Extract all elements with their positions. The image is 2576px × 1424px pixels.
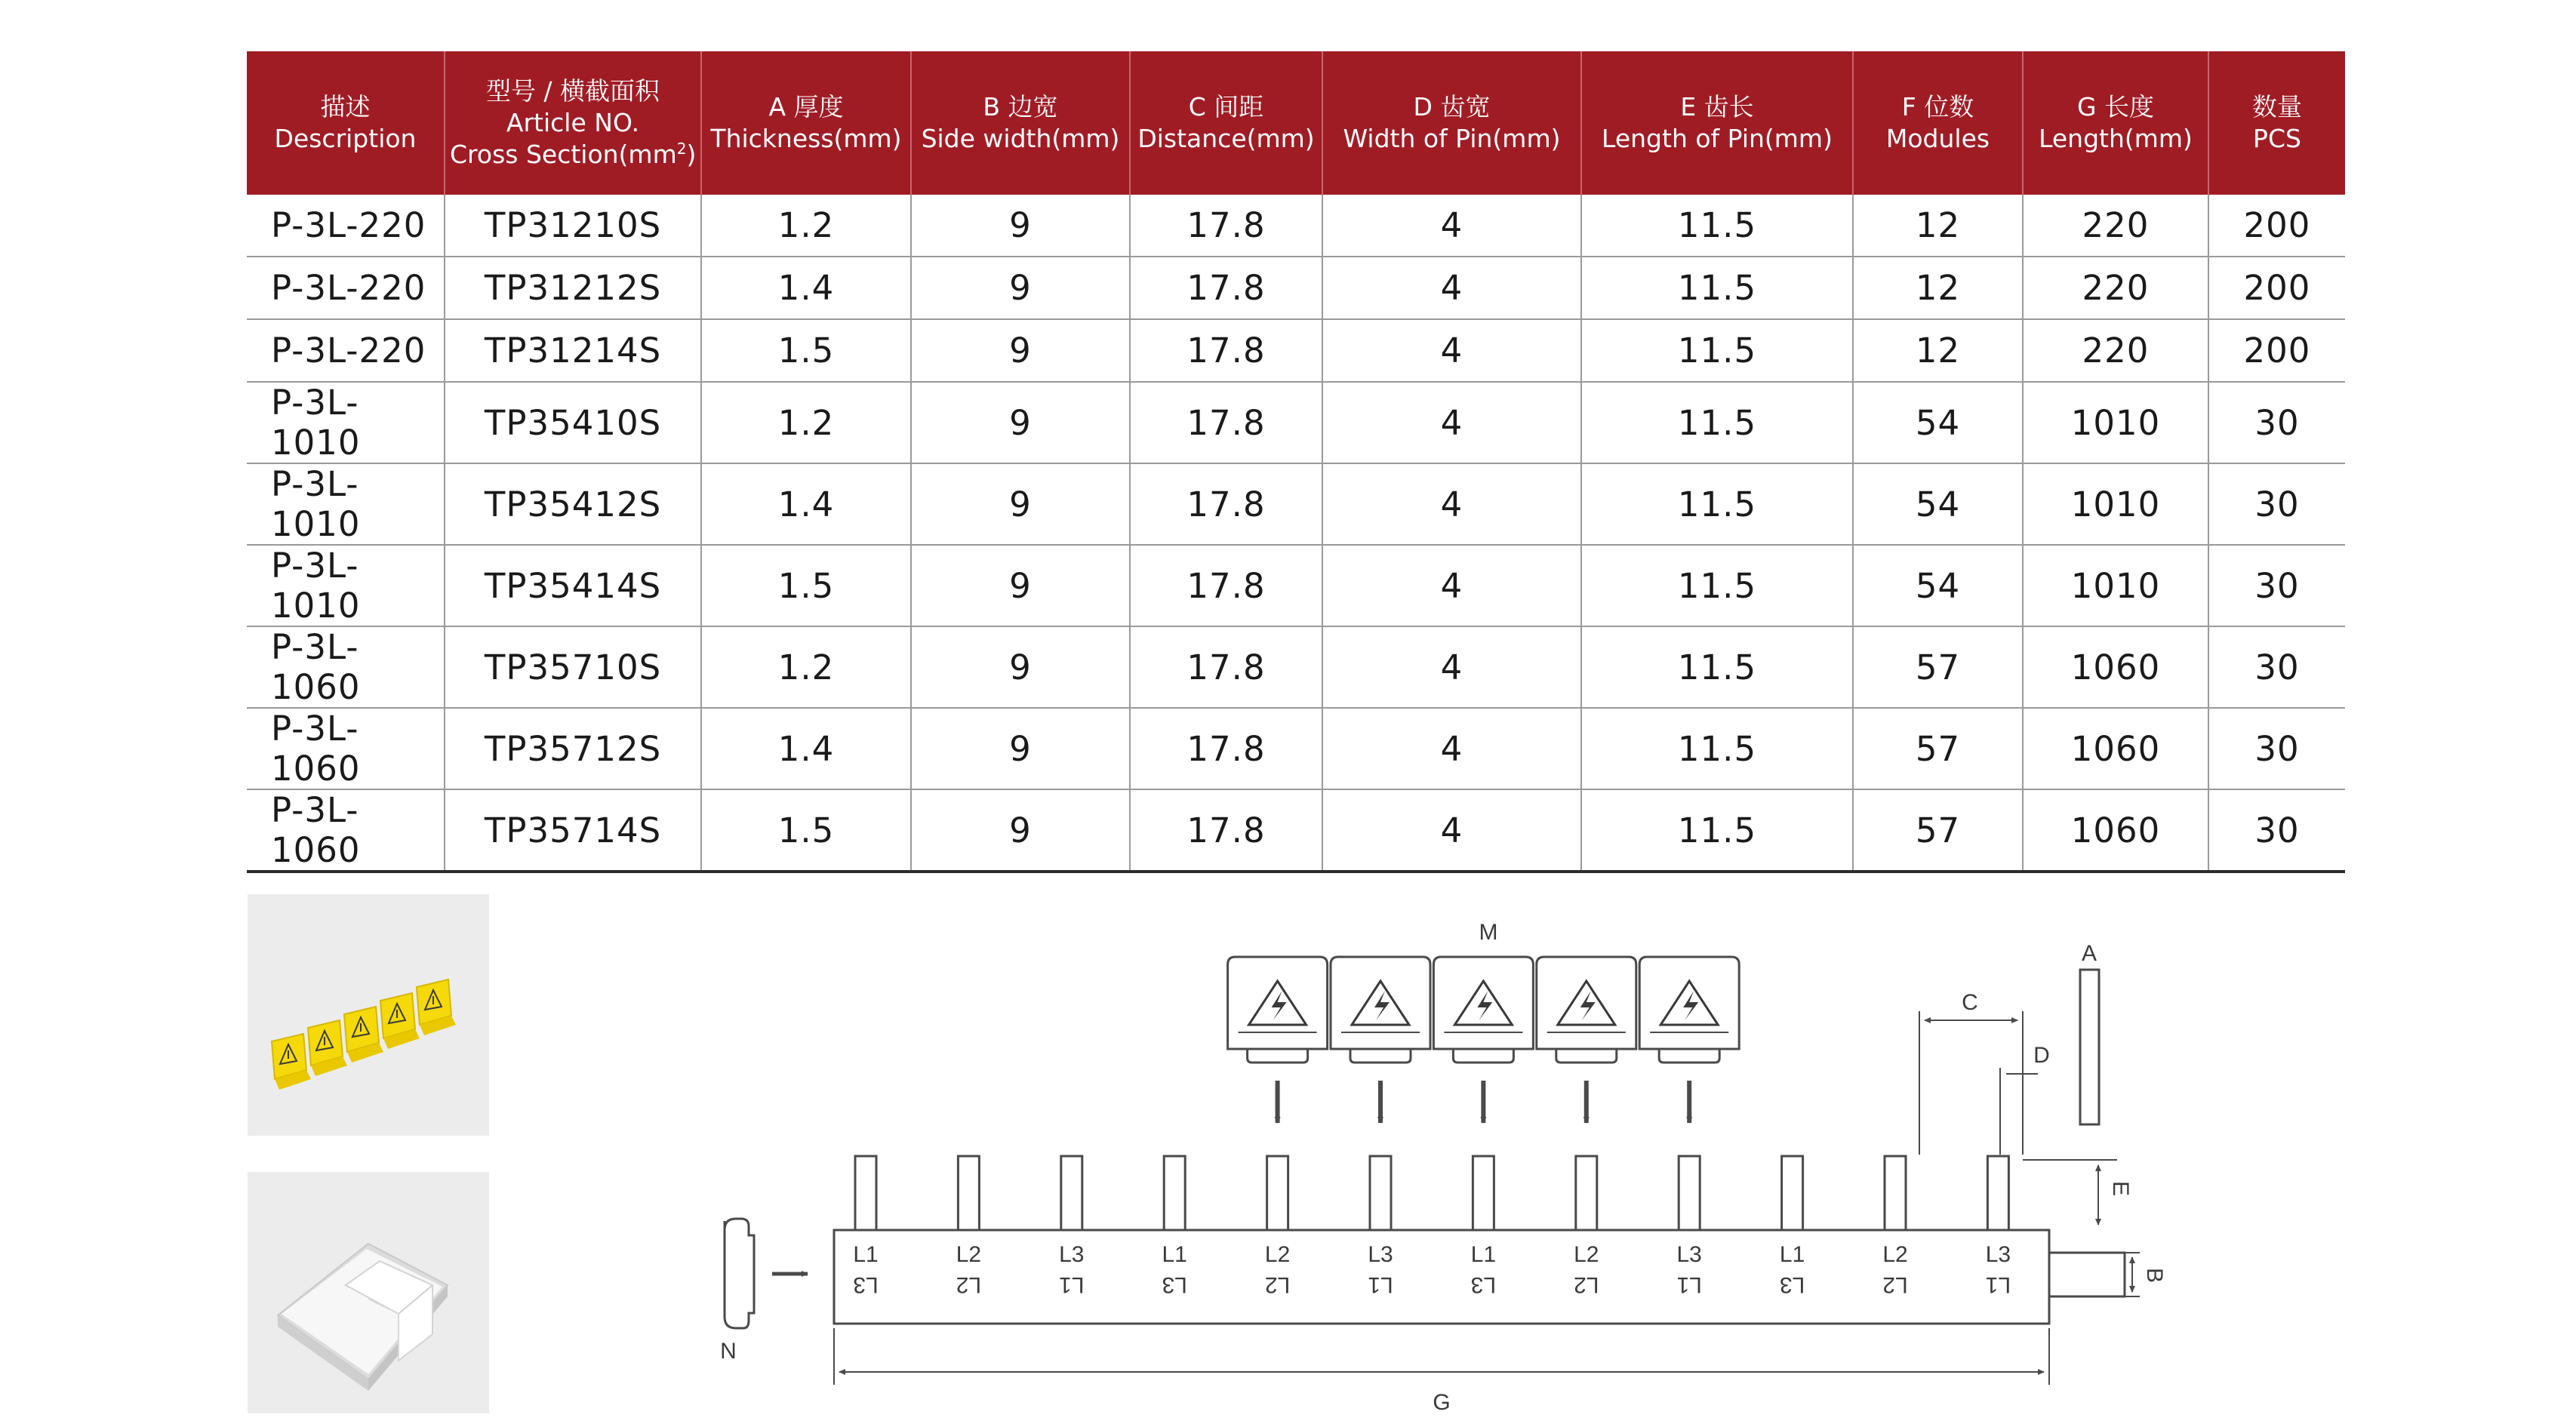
- phase-label-bottom: L1: [1368, 1272, 1393, 1297]
- table-cell: 1010: [2023, 382, 2208, 463]
- table-cell: 4: [1322, 319, 1581, 382]
- table-cell: P-3L-1010: [247, 545, 445, 626]
- table-cell: P-3L-220: [247, 257, 445, 319]
- insulation-cover: [1228, 957, 1328, 1063]
- table-cell: 4: [1322, 626, 1581, 708]
- busbar-pin: [855, 1156, 876, 1230]
- table-cell: 11.5: [1581, 708, 1853, 789]
- table-cell: 30: [2208, 708, 2345, 789]
- table-cell: 4: [1322, 382, 1581, 463]
- label-e: E: [2108, 1180, 2133, 1197]
- table-cell: 1.2: [701, 626, 911, 708]
- table-cell: 9: [911, 319, 1130, 382]
- table-cell: 9: [911, 789, 1130, 872]
- table-cell: 12: [1853, 319, 2023, 382]
- table-cell: 1.5: [701, 789, 911, 872]
- table-cell: TP31210S: [445, 195, 701, 257]
- table-cell: 1.2: [701, 382, 911, 463]
- busbar-pin: [958, 1156, 979, 1230]
- phase-label-top: L3: [1368, 1242, 1393, 1267]
- busbar-end-extension: [2049, 1253, 2125, 1296]
- table-cell: 4: [1322, 545, 1581, 626]
- header-cn: C 间距: [1188, 92, 1264, 121]
- table-cell: 11.5: [1581, 382, 1853, 463]
- table-cell: TP35414S: [445, 545, 701, 626]
- table-cell: 1.4: [701, 708, 911, 789]
- insulation-cover: [1639, 957, 1739, 1063]
- table-cell: 9: [911, 545, 1130, 626]
- table-cell: TP31212S: [445, 257, 701, 319]
- table-cell: 1060: [2023, 708, 2208, 789]
- busbar-pin: [1987, 1156, 2008, 1230]
- table-cell: 1060: [2023, 789, 2208, 872]
- table-cell: 9: [911, 257, 1130, 319]
- table-cell: 1.4: [701, 257, 911, 319]
- phase-label-top: L2: [1264, 1242, 1291, 1267]
- table-cell: 4: [1322, 195, 1581, 257]
- label-a: A: [2081, 941, 2097, 966]
- busbar-pin: [1885, 1156, 1906, 1230]
- phase-label-top: L1: [1779, 1242, 1805, 1267]
- phase-label-bottom: L3: [853, 1272, 879, 1297]
- header-en: Length of Pin(mm): [1602, 124, 1833, 153]
- table-cell: 1060: [2023, 626, 2208, 708]
- table-cell: 11.5: [1581, 789, 1853, 872]
- table-cell: 220: [2023, 319, 2208, 382]
- table-cell: 12: [1853, 195, 2023, 257]
- table-cell: P-3L-220: [247, 195, 445, 257]
- table-cell: 57: [1853, 626, 2023, 708]
- busbar-pin: [1061, 1156, 1082, 1230]
- busbar-pin: [1164, 1156, 1185, 1230]
- table-cell: 4: [1322, 257, 1581, 319]
- header-en: Width of Pin(mm): [1343, 124, 1561, 153]
- busbar-pin: [1473, 1156, 1494, 1230]
- header-en: Modules: [1885, 124, 1990, 153]
- phase-label-bottom: L3: [1779, 1272, 1805, 1297]
- phase-label-bottom: L2: [1264, 1272, 1291, 1297]
- header-en2-text: Cross Section(mm: [450, 140, 677, 169]
- insulation-cover: [1537, 957, 1636, 1063]
- phase-label-bottom: L3: [1470, 1272, 1497, 1297]
- table-cell: 1010: [2023, 545, 2208, 626]
- table-cell: 220: [2023, 195, 2208, 257]
- header-en: Length(mm): [2039, 124, 2193, 153]
- table-cell: 54: [1853, 545, 2023, 626]
- phase-label-top: L3: [1059, 1242, 1085, 1267]
- table-cell: 1.5: [701, 319, 911, 382]
- table-cell: 11.5: [1581, 463, 1853, 545]
- table-cell: TP31214S: [445, 319, 701, 382]
- phase-label-top: L1: [1470, 1242, 1497, 1267]
- table-cell: 9: [911, 195, 1130, 257]
- table-cell: 17.8: [1130, 319, 1322, 382]
- header-en: Side width(mm): [921, 124, 1120, 153]
- busbar-pin: [1576, 1156, 1597, 1230]
- table-cell: 1.4: [701, 463, 911, 545]
- table-cell: P-3L-1010: [247, 382, 445, 463]
- label-d: D: [2033, 1043, 2050, 1068]
- table-cell: 17.8: [1130, 626, 1322, 708]
- header-en: PCS: [2253, 124, 2301, 153]
- header-en: Article NO.: [506, 108, 640, 137]
- table-cell: 4: [1322, 708, 1581, 789]
- table-cell: 30: [2208, 626, 2345, 708]
- table-cell: 17.8: [1130, 789, 1322, 872]
- phase-label-top: L2: [1882, 1242, 1908, 1267]
- table-cell: 11.5: [1581, 545, 1853, 626]
- table-cell: 200: [2208, 319, 2345, 382]
- table-cell: 11.5: [1581, 195, 1853, 257]
- header-superscript: 2: [676, 140, 687, 158]
- header-cn: G 长度: [2076, 92, 2155, 121]
- busbar-side-view: [2080, 970, 2099, 1124]
- header-cn: 描述: [320, 92, 371, 121]
- table-cell: 9: [911, 463, 1130, 545]
- header-cn: E 齿长: [1680, 92, 1754, 121]
- busbar-pins: [855, 1156, 2008, 1230]
- table-cell: 9: [911, 708, 1130, 789]
- busbar-pin: [1370, 1156, 1391, 1230]
- table-cell: 57: [1853, 708, 2023, 789]
- table-cell: 1.5: [701, 545, 911, 626]
- header-tail: ): [686, 140, 697, 169]
- phase-label-top: L3: [1676, 1242, 1702, 1267]
- table-cell: TP35412S: [445, 463, 701, 545]
- table-cell: 200: [2208, 195, 2345, 257]
- table-cell: 30: [2208, 789, 2345, 872]
- busbar-pin: [1782, 1156, 1803, 1230]
- busbar-body: [834, 1230, 2049, 1324]
- table-cell: P-3L-220: [247, 319, 445, 382]
- header-cn: 型号 / 横截面积: [485, 76, 660, 106]
- table-cell: 4: [1322, 463, 1581, 545]
- table-cell: TP35712S: [445, 708, 701, 789]
- table-cell: 54: [1853, 463, 2023, 545]
- phase-label-top: L2: [956, 1242, 982, 1267]
- table-cell: 4: [1322, 789, 1581, 872]
- table-cell: 17.8: [1130, 545, 1322, 626]
- table-cell: 17.8: [1130, 382, 1322, 463]
- table-cell: TP35714S: [445, 789, 701, 872]
- table-cell: 30: [2208, 463, 2345, 545]
- table-cell: 1.2: [701, 195, 911, 257]
- table-cell: TP35710S: [445, 626, 701, 708]
- table-cell: 11.5: [1581, 626, 1853, 708]
- header-en: Distance(mm): [1137, 124, 1315, 153]
- table-cell: TP35410S: [445, 382, 701, 463]
- insulation-cover: [1433, 957, 1533, 1063]
- header-en: Thickness(mm): [710, 124, 902, 153]
- table-cell: 30: [2208, 545, 2345, 626]
- end-cap-n: [725, 1219, 754, 1328]
- table-cell: 9: [911, 382, 1130, 463]
- table-cell: 17.8: [1130, 463, 1322, 545]
- header-cn: 数量: [2252, 92, 2302, 121]
- busbar-pin: [1679, 1156, 1700, 1230]
- header-cn: A 厚度: [768, 92, 844, 121]
- label-b: B: [2142, 1267, 2167, 1284]
- label-n: N: [720, 1339, 737, 1364]
- table-cell: 12: [1853, 257, 2023, 319]
- phase-label-bottom: L2: [1882, 1272, 1908, 1297]
- table-cell: 200: [2208, 257, 2345, 319]
- label-g: G: [1433, 1390, 1451, 1415]
- label-m: M: [1479, 920, 1498, 945]
- header-cn: D 齿宽: [1413, 92, 1491, 121]
- phase-label-bottom: L2: [1574, 1272, 1599, 1297]
- phase-label-top: L2: [1574, 1242, 1599, 1267]
- table-cell: 30: [2208, 382, 2345, 463]
- phase-label-top: L1: [1162, 1242, 1187, 1267]
- table-cell: P-3L-1010: [247, 463, 445, 545]
- header-cn: B 边宽: [983, 92, 1058, 121]
- insulation-cover: [1331, 957, 1430, 1063]
- phase-label-bottom: L3: [1162, 1272, 1187, 1297]
- label-c: C: [1962, 990, 1978, 1015]
- table-cell: 1010: [2023, 463, 2208, 545]
- table-cell: P-3L-1060: [247, 708, 445, 789]
- cover-row: [1228, 957, 1740, 1123]
- phase-label-bottom: L1: [1985, 1272, 2011, 1297]
- table-cell: 9: [911, 626, 1130, 708]
- header-cn: F 位数: [1901, 92, 1974, 121]
- table-cell: 17.8: [1130, 195, 1322, 257]
- table-cell: 57: [1853, 789, 2023, 872]
- phase-label-top: L3: [1985, 1242, 2011, 1267]
- table-cell: 11.5: [1581, 257, 1853, 319]
- table-cell: 17.8: [1130, 257, 1322, 319]
- phase-label-bottom: L1: [1059, 1272, 1085, 1297]
- header-en: Description: [274, 124, 417, 153]
- table-cell: 17.8: [1130, 708, 1322, 789]
- busbar-pin: [1267, 1156, 1288, 1230]
- phase-label-bottom: L1: [1676, 1272, 1702, 1297]
- table-cell: 54: [1853, 382, 2023, 463]
- table-cell: 220: [2023, 257, 2208, 319]
- phase-label-bottom: L2: [956, 1272, 982, 1297]
- phase-label-top: L1: [853, 1242, 879, 1267]
- table-cell: P-3L-1060: [247, 626, 445, 708]
- table-cell: 11.5: [1581, 319, 1853, 382]
- table-cell: P-3L-1060: [247, 789, 445, 872]
